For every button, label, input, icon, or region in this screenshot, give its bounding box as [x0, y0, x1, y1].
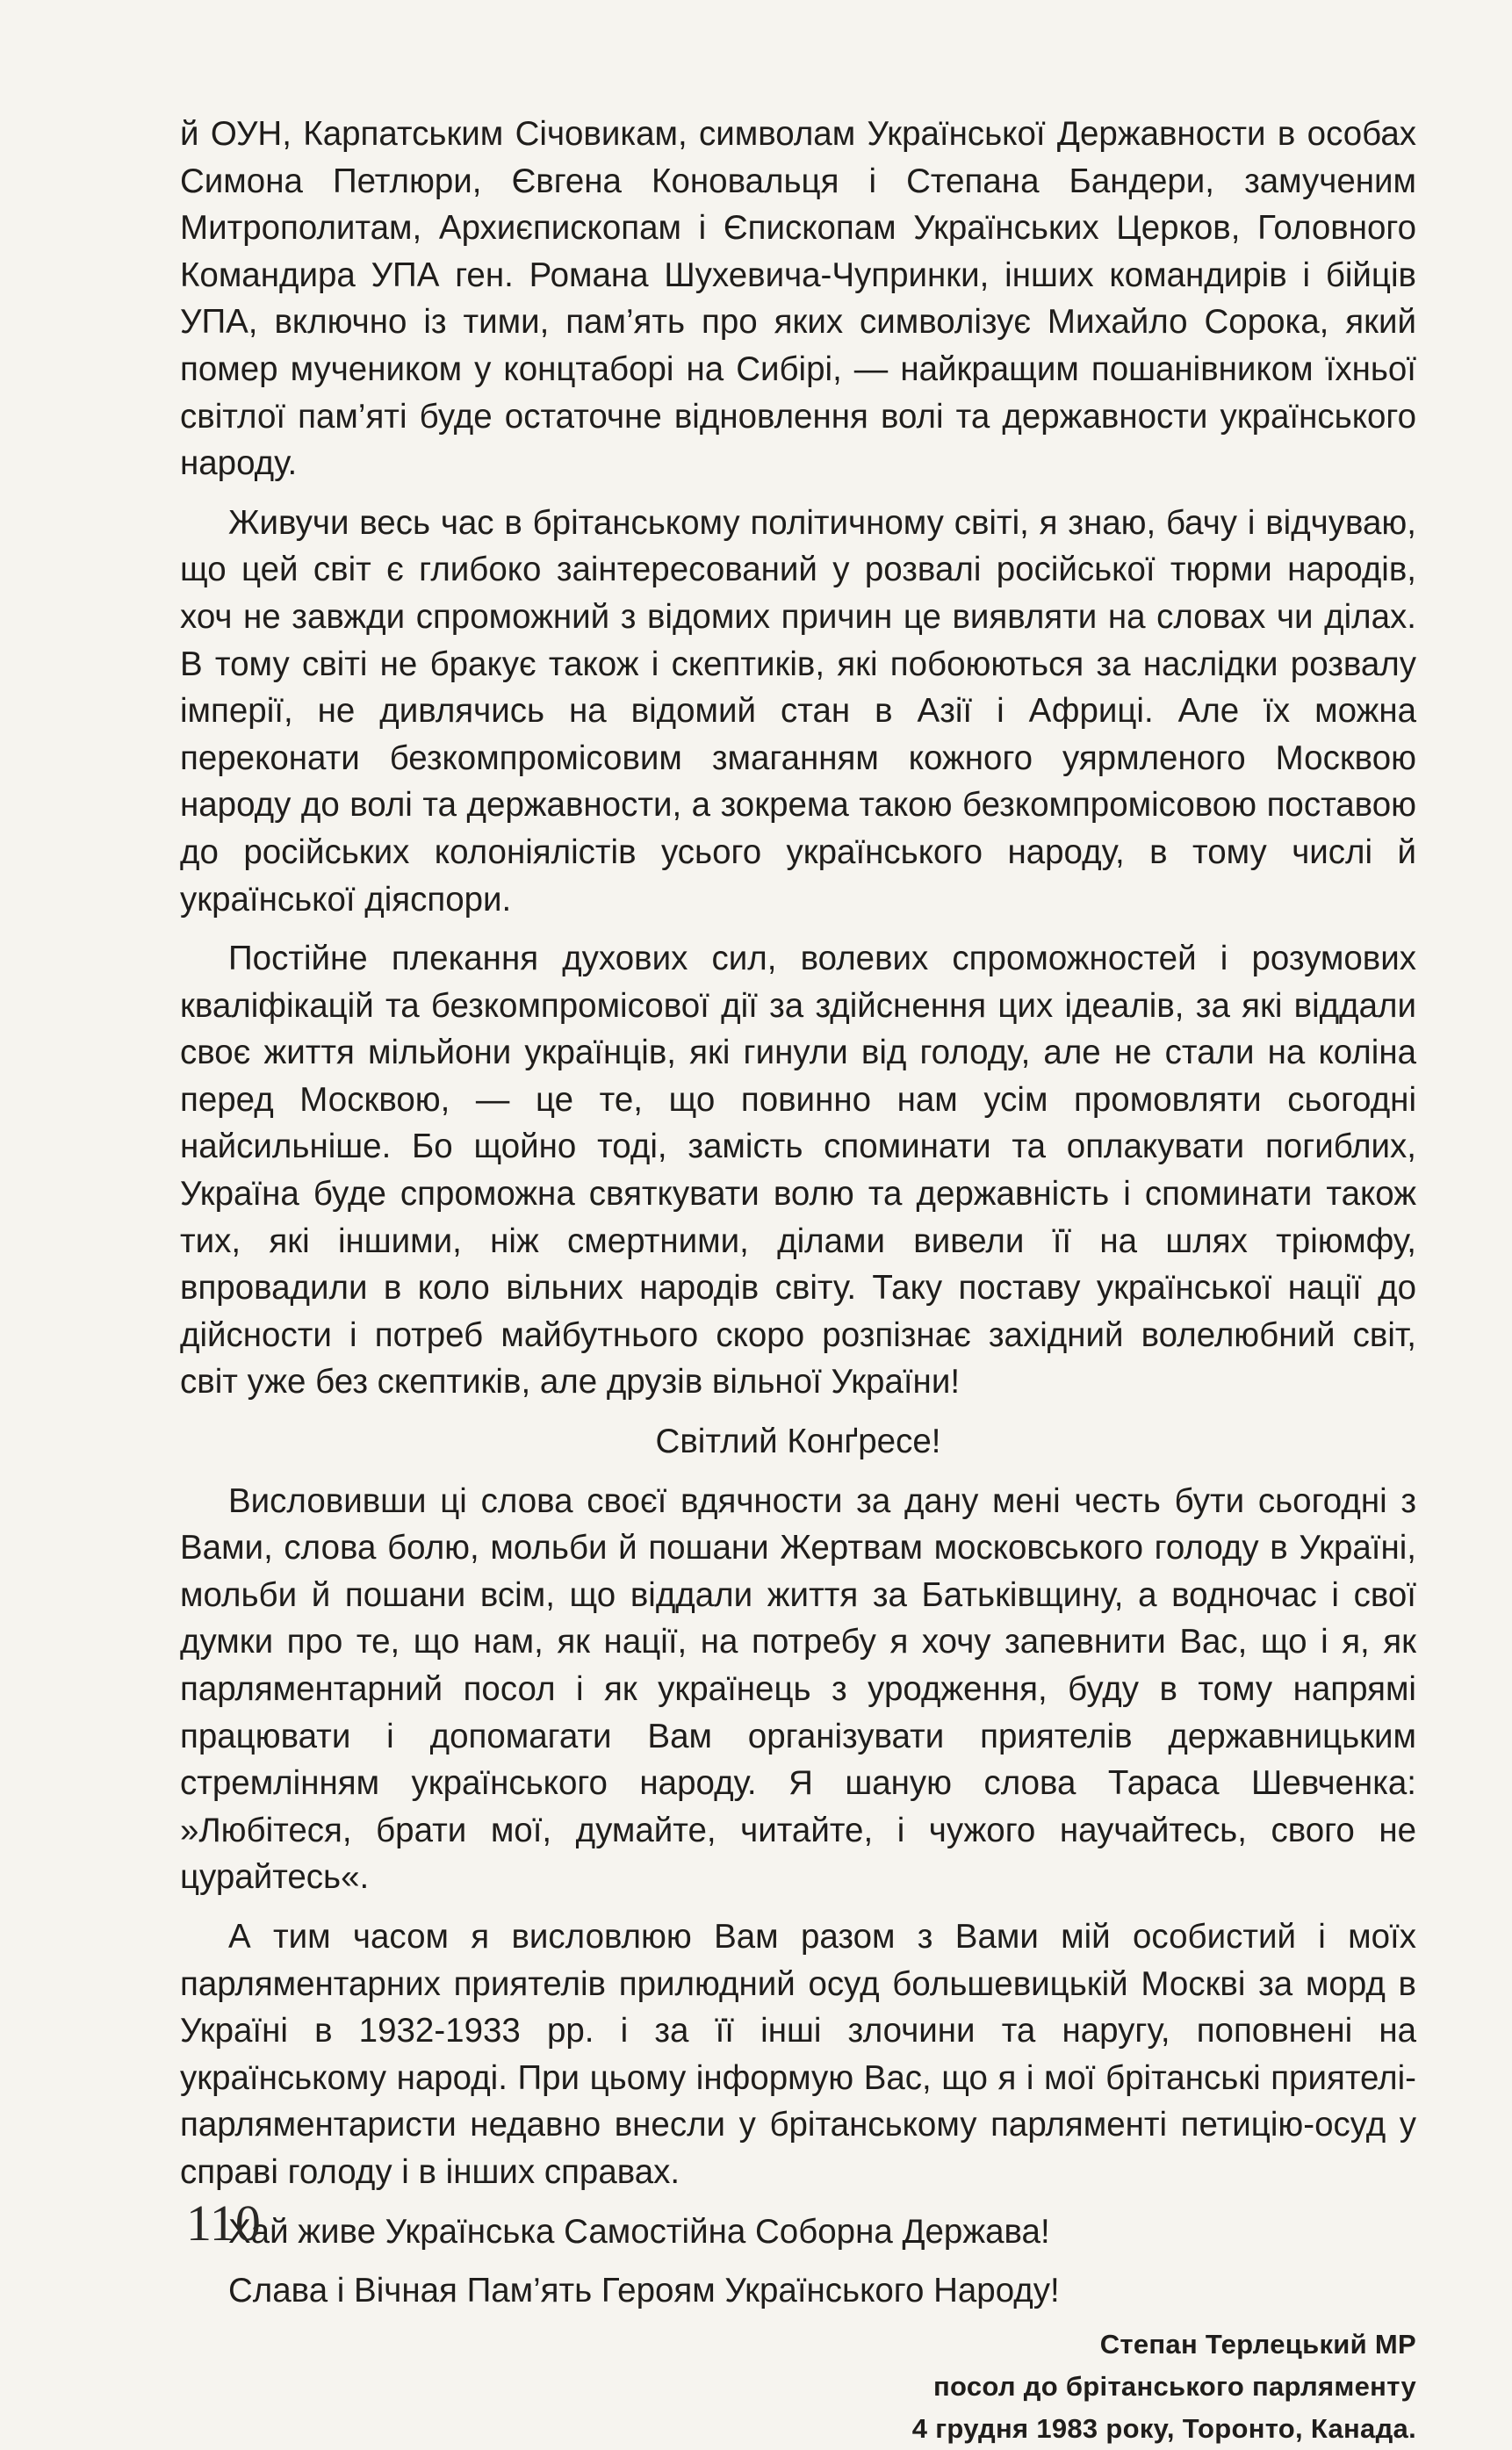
- document-body: [180, 111, 1416, 2450]
- slogan-2: Слава і Вічная Пам’ять Героям Українського Народу!: [228, 2272, 1060, 2310]
- paragraph-3: Постійне плекання духових сил, волевих спроможностей і розумових кваліфікацій та безкомпромісової дії за здійснення цих ідеалів, за які віддали своє життя мільйони українців, які гинули від голоду, але не стали на коліна перед Москвою, — це те, що повинно нам усім промовляти сьогодні найсильніше. Бо щойно тоді, замість споминати та оплакувати погиблих, Україна буде спроможна святкувати волю та державність і споминати також тих, які іншими, ніж смертними, ділами вивели її на шлях тріюмфу, впровадили в коло вільних народів світу. Таку поставу української нації до дійсности і потреб майбутнього скоро розпізнає західний волелюбний світ, світ уже без скептиків, але друзів вільної України!: [180, 940, 1416, 1402]
- signature-block: [180, 2324, 1416, 2450]
- slogan-1: Хай живе Українська Самостійна Соборна Держава!: [228, 2212, 1050, 2251]
- signature-name: Степан Терлецький МР: [1099, 2328, 1416, 2360]
- signature-role: посол до брітанського парляменту: [932, 2370, 1416, 2402]
- paragraph-2: Живучи весь час в брітанському політичному світі, я знаю, бачу і відчуваю, що цей світ є глибоко заінтересований у розвалі російської тюрми народів, хоч не завжди спроможний з відомих причин це виявляти на словах чи ділах. В тому світі не бракує також і скептиків, які побоюються за наслідки розвалу імперії, не дивлячись на відомий стан в Азії і Африці. Але їх можна переконати безкомпромісовим змаганням кожного уярмленого Москвою народу до волі та державности, а зокрема такою безкомпромісовою поставою до російських колоніялістів усього українського народу, в тому числі й української діяспори.: [180, 503, 1416, 919]
- paragraph-4: Висловивши ці слова своєї вдячности за дану мені честь бути сьогодні з Вами, слова болю, мольби й пошани Жертвам московського голоду в Україні, мольби й пошани всім, що віддали життя за Батьківщину, а водночас і свої думки про те, що нам, як нації, на потребу я хочу запевнити Вас, що і я, як парляментарний посол і як українець з уродження, буду в тому напрямі працювати і допомагати Вам організувати приятелів державницьким стремлінням українського народу. Я шаную слова Тараса Шевченка: »Любітеся, брати мої, думайте, читайте, і чужого научайтесь, свого не цурайтесь«.: [180, 1481, 1416, 1897]
- paragraph-5: А тим часом я висловлюю Вам разом з Вами мій особистий і моїх парляментарних приятелів прилюдний осуд большевицькій Москві за морд в Україні в 1932-1933 рр. і за її інші злочини та наругу, поповнені на українському народі. При цьому інформую Вас, що я і мої брітанські приятелі-парляментаристи недавно внесли у брітанському парляменті петицію-осуд у справі голоду і в інших справах.: [180, 1917, 1416, 2191]
- address-heading: Світлий Конґресе!: [655, 1423, 941, 1461]
- page-number: 110: [186, 2194, 261, 2252]
- paragraph-1: й ОУН, Карпатським Січовикам, символам Української Державности в особах Симона Петлюри, Євгена Коновальця і Степана Бандери, замученим Митрополитам, Архиєпископам і Єпископам Українських Церков, Головного Командира УПА ген. Романа Шухевича-Чупринки, інших командирів і бійців УПА, включно із тими, пам’ять про яких символізує Михайло Сорока, який помер мучеником у концтаборі на Сибірі, — найкращим пошанівником їхньої світлої пам’яті буде остаточне відновлення волі та державности українського народу.: [180, 115, 1416, 483]
- signature-date-place: 4 грудня 1983 року, Торонто, Канада.: [911, 2412, 1416, 2444]
